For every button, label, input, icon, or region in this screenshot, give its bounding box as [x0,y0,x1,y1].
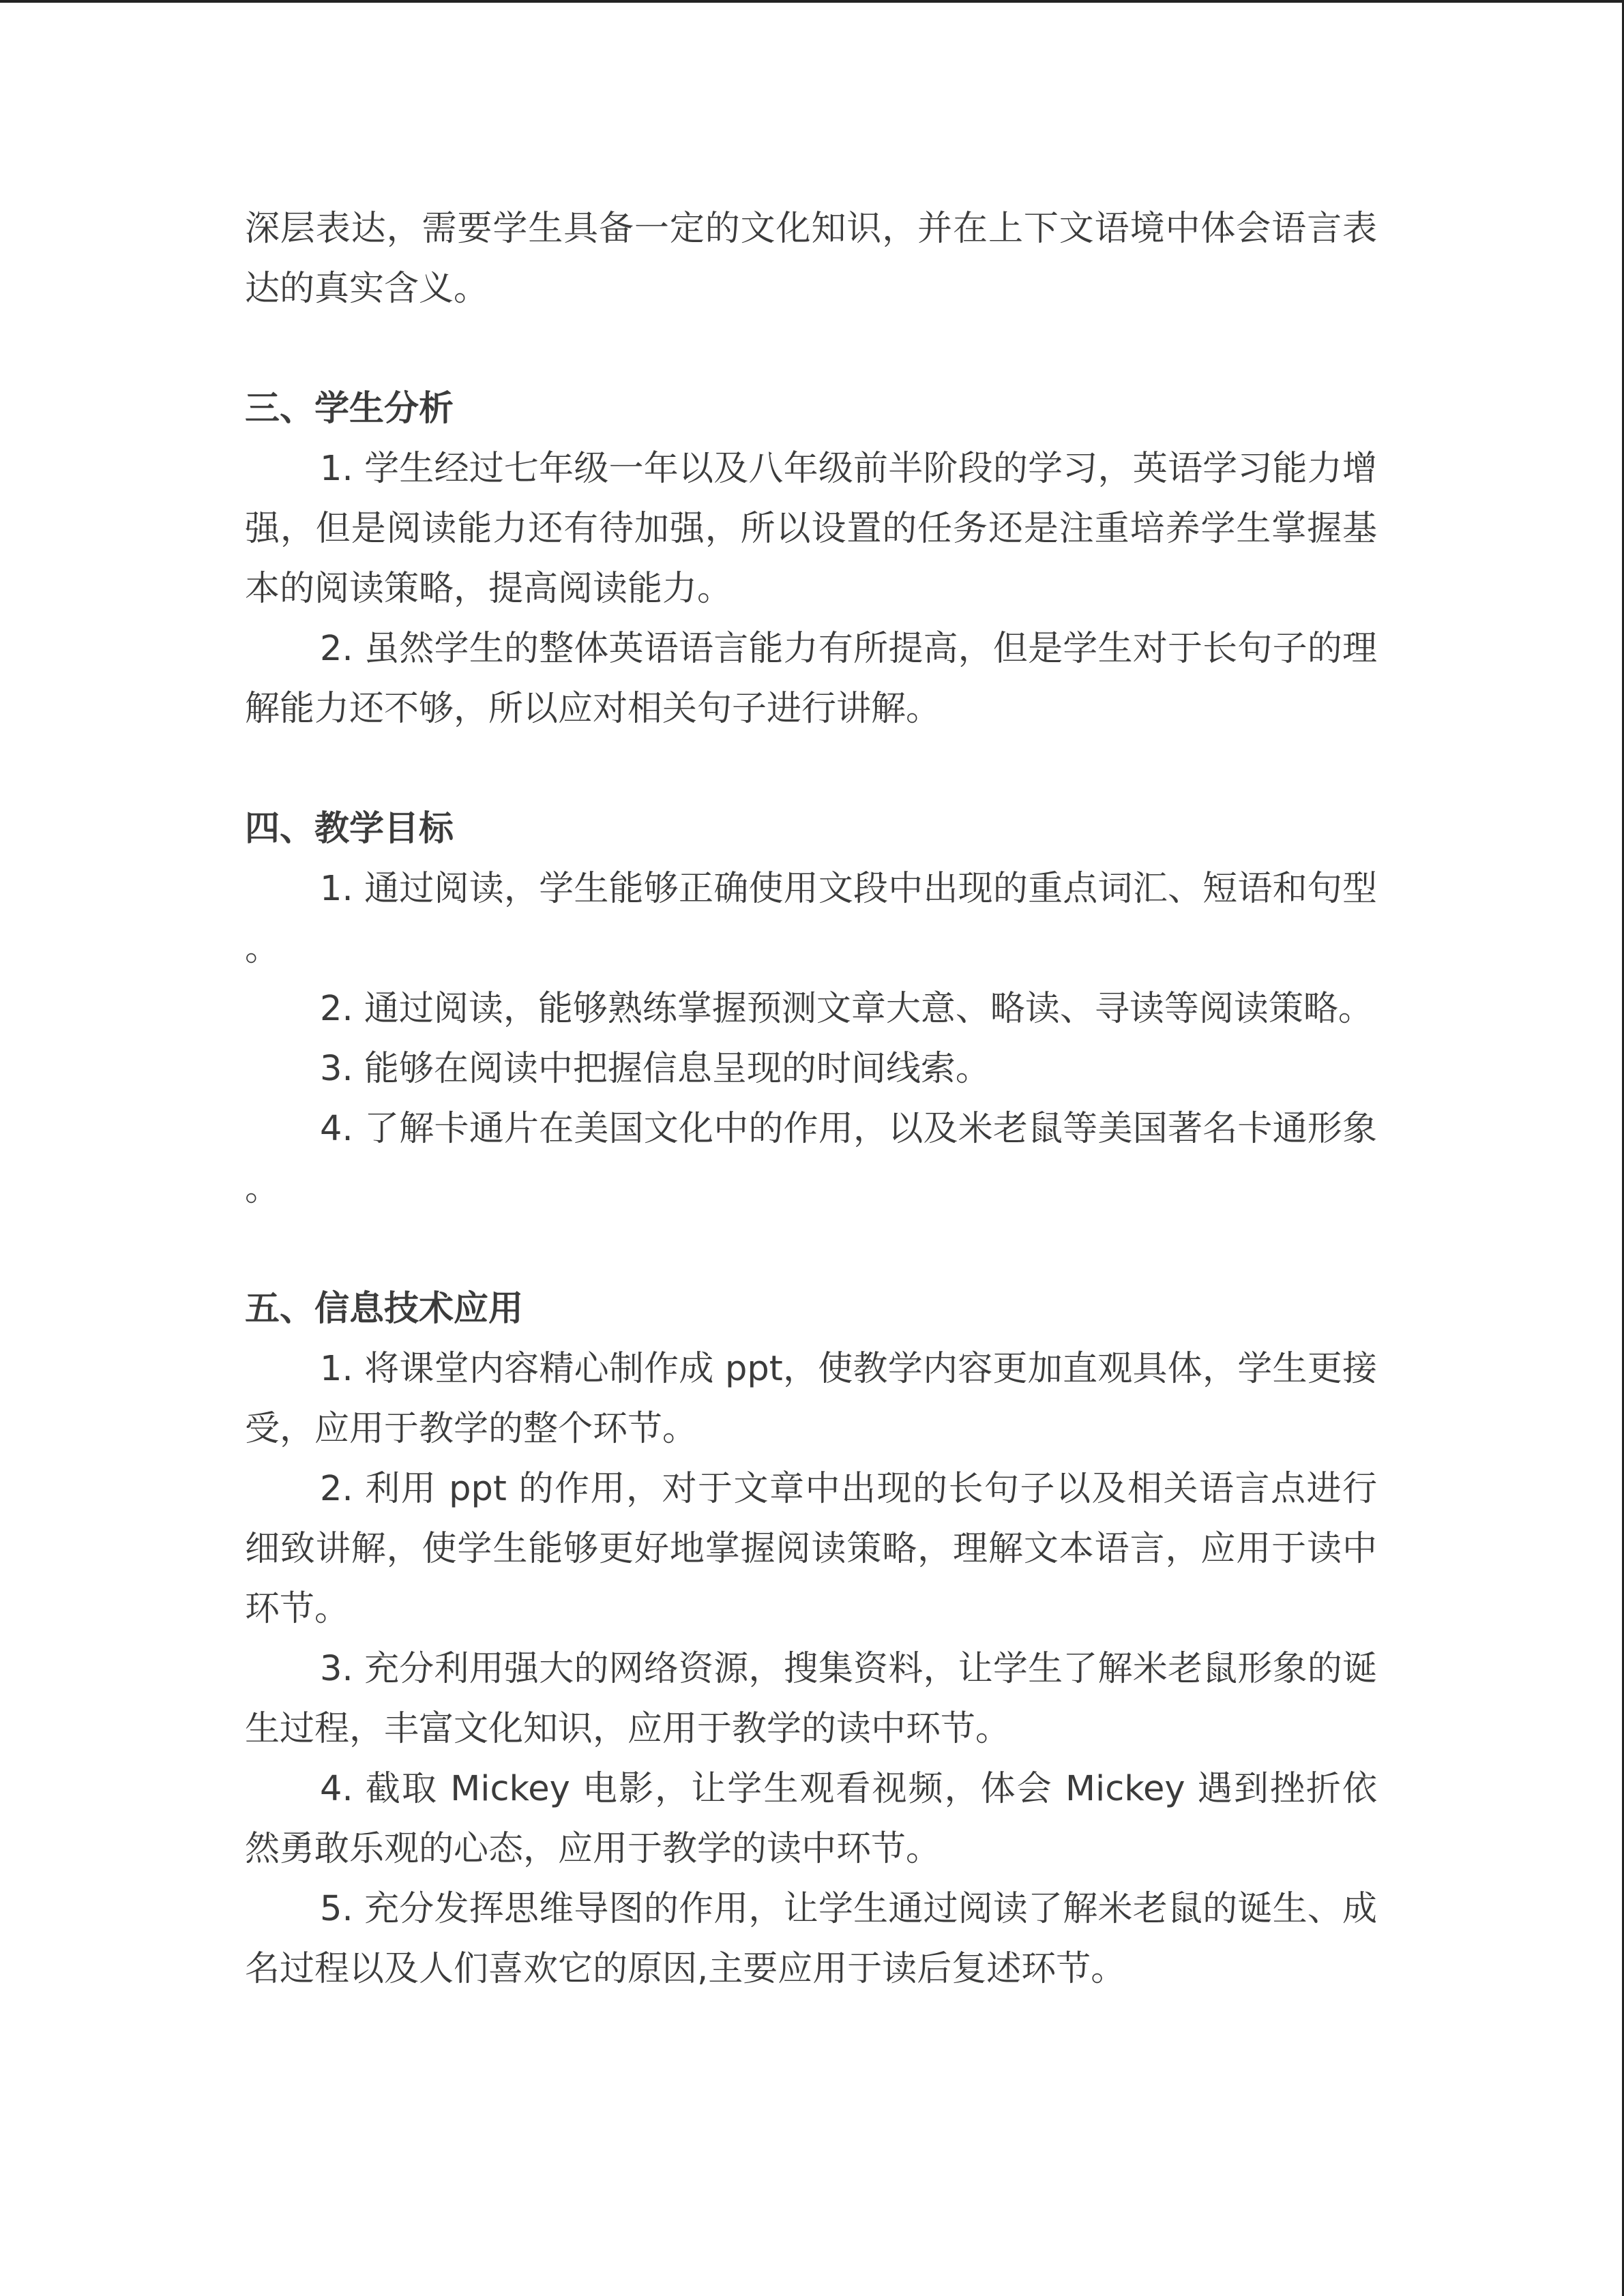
list-item: 2. 通过阅读，能够熟练掌握预测文章大意、略读、寻读等阅读策略。 [320,989,1373,1029]
section-heading: 四、教学目标 [245,809,454,849]
intro-paragraph: 深层表达，需要学生具备一定的文化知识，并在上下文语境中体会语言表达的真实含义。 [245,209,1377,309]
list-item: 5. 充分发挥思维导图的作用，让学生通过阅读了解米老鼠的诞生、成名过程以及人们喜欢它的原因,主要应用于读后复述环节。 [245,1889,1377,1989]
list-item: 2. 利用 ppt 的作用，对于文章中出现的长句子以及相关语言点进行细致讲解，使学生能够更好地掌握阅读策略，理解文本语言，应用于读中环节。 [245,1469,1377,1629]
list-item: 4. 了解卡通片在美国文化中的作用，以及米老鼠等美国著名卡通形象。 [245,1109,1377,1209]
page-top-border [0,0,1624,3]
list-item: 1. 将课堂内容精心制作成 ppt，使教学内容更加直观具体，学生更接受，应用于教学的整个环节。 [245,1349,1377,1449]
document-body [245,199,1377,1999]
list-item: 1. 学生经过七年级一年以及八年级前半阶段的学习，英语学习能力增强，但是阅读能力还有待加强，所以设置的任务还是注重培养学生掌握基本的阅读策略，提高阅读能力。 [245,449,1377,609]
section-it-application [245,1279,1377,1999]
section-heading: 五、信息技术应用 [245,1289,524,1329]
section-heading: 三、学生分析 [245,389,454,429]
section-teaching-goals [245,799,1377,1219]
list-item: 2. 虽然学生的整体英语语言能力有所提高，但是学生对于长句子的理解能力还不够，所以应对相关句子进行讲解。 [245,629,1377,729]
section-student-analysis [245,379,1377,739]
list-item: 1. 通过阅读，学生能够正确使用文段中出现的重点词汇、短语和句型。 [245,869,1377,969]
list-item: 3. 充分利用强大的网络资源，搜集资料，让学生了解米老鼠形象的诞生过程，丰富文化知识，应用于教学的读中环节。 [245,1649,1377,1749]
list-item: 3. 能够在阅读中把握信息呈现的时间线索。 [320,1049,990,1089]
list-item: 4. 截取 Mickey 电影，让学生观看视频，体会 Mickey 遇到挫折依然勇敢乐观的心态，应用于教学的读中环节。 [245,1769,1377,1869]
